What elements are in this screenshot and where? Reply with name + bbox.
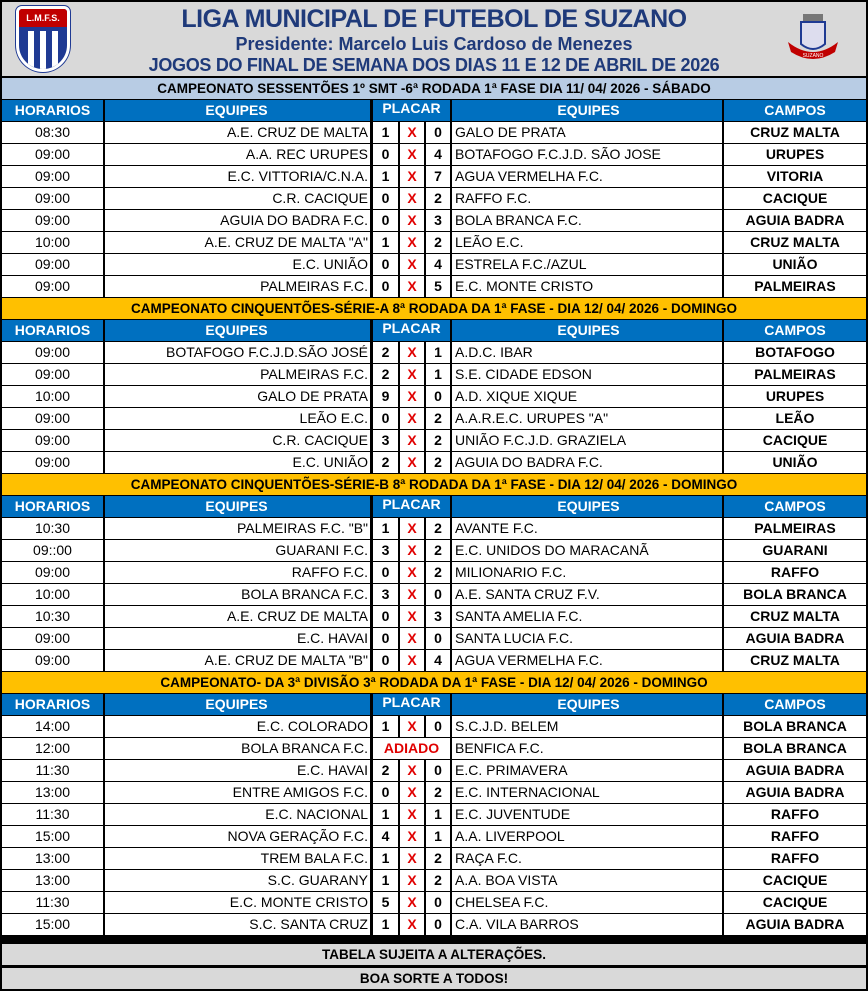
home-score: 3 — [373, 584, 398, 605]
vs-mark: X — [400, 518, 424, 539]
header-equipes-home: EQUIPES — [105, 100, 370, 121]
home-score: 3 — [373, 540, 398, 561]
column-header-row — [0, 320, 868, 341]
away-score: 1 — [426, 342, 450, 363]
match-time: 09:00 — [2, 276, 103, 297]
home-team: LEÃO E.C. — [105, 408, 370, 429]
away-score: 5 — [426, 276, 450, 297]
vs-mark: X — [400, 540, 424, 561]
field-name: CACIQUE — [724, 188, 866, 209]
match-time: 08:30 — [2, 122, 103, 143]
away-team: AVANTE F.C. — [452, 518, 722, 539]
away-team: GALO DE PRATA — [452, 122, 722, 143]
header-campos: CAMPOS — [724, 100, 866, 121]
field-name: RAFFO — [724, 826, 866, 847]
match-row — [0, 870, 868, 891]
field-name: RAFFO — [724, 562, 866, 583]
header-horarios: HORARIOS — [2, 496, 103, 517]
away-team: ESTRELA F.C./AZUL — [452, 254, 722, 275]
away-score: 2 — [426, 232, 450, 253]
home-score: 3 — [373, 430, 398, 451]
page-title: LIGA MUNICIPAL DE FUTEBOL DE SUZANO — [181, 5, 687, 33]
home-team: GUARANI F.C. — [105, 540, 370, 561]
vs-mark: X — [400, 892, 424, 913]
away-score: 0 — [426, 892, 450, 913]
match-row — [0, 892, 868, 913]
header-equipes-home: EQUIPES — [105, 320, 370, 341]
away-team: UNIÃO F.C.J.D. GRAZIELA — [452, 430, 722, 451]
field-name: BOTAFOGO — [724, 342, 866, 363]
vs-mark: X — [400, 122, 424, 143]
match-row — [0, 804, 868, 825]
match-row — [0, 606, 868, 627]
home-score: 1 — [373, 870, 398, 891]
match-row — [0, 386, 868, 407]
away-score: 7 — [426, 166, 450, 187]
field-name: CACIQUE — [724, 892, 866, 913]
vs-mark: X — [400, 914, 424, 935]
home-team: TREM BALA F.C. — [105, 848, 370, 869]
away-team: A.A.R.E.C. URUPES "A" — [452, 408, 722, 429]
home-team: BOTAFOGO F.C.J.D.SÃO JOSÉ — [105, 342, 370, 363]
field-name: CRUZ MALTA — [724, 232, 866, 253]
vs-mark: X — [400, 650, 424, 671]
away-team: RAFFO F.C. — [452, 188, 722, 209]
header-equipes-away: EQUIPES — [452, 320, 722, 341]
field-name: UNIÃO — [724, 452, 866, 473]
match-row — [0, 826, 868, 847]
match-time: 09:00 — [2, 210, 103, 231]
home-team: A.A. REC URUPES — [105, 144, 370, 165]
vs-mark: X — [400, 782, 424, 803]
away-score: 4 — [426, 650, 450, 671]
home-score: 0 — [373, 408, 398, 429]
home-team: NOVA GERAÇÃO F.C. — [105, 826, 370, 847]
match-time: 10:00 — [2, 386, 103, 407]
match-row — [0, 276, 868, 297]
vs-mark: X — [400, 804, 424, 825]
home-score: 0 — [373, 276, 398, 297]
away-team: E.C. INTERNACIONAL — [452, 782, 722, 803]
vs-mark: X — [400, 210, 424, 231]
field-name: RAFFO — [724, 804, 866, 825]
match-row — [0, 584, 868, 605]
header-placar: PLACAR — [373, 694, 450, 715]
away-team: A.A. LIVERPOOL — [452, 826, 722, 847]
header-placar: PLACAR — [373, 100, 450, 121]
match-time: 15:00 — [2, 914, 103, 935]
field-name: AGUIA BADRA — [724, 628, 866, 649]
home-team: A.E. CRUZ DE MALTA — [105, 606, 370, 627]
away-score: 3 — [426, 210, 450, 231]
postponed-label: ADIADO — [373, 738, 450, 759]
match-time: 09:00 — [2, 452, 103, 473]
away-team: A.D. XIQUE XIQUE — [452, 386, 722, 407]
field-name: URUPES — [724, 144, 866, 165]
away-score: 0 — [426, 760, 450, 781]
away-team: RAÇA F.C. — [452, 848, 722, 869]
match-row — [0, 650, 868, 671]
match-time: 09:00 — [2, 188, 103, 209]
match-time: 09:00 — [2, 254, 103, 275]
match-row — [0, 848, 868, 869]
home-score: 0 — [373, 782, 398, 803]
match-row — [0, 914, 868, 935]
match-time: 12:00 — [2, 738, 103, 759]
away-team: A.E. SANTA CRUZ F.V. — [452, 584, 722, 605]
away-score: 2 — [426, 848, 450, 869]
field-name: CRUZ MALTA — [724, 122, 866, 143]
home-team: E.C. VITTORIA/C.N.A. — [105, 166, 370, 187]
column-header-row — [0, 496, 868, 517]
home-score: 1 — [373, 232, 398, 253]
home-score: 4 — [373, 826, 398, 847]
match-row — [0, 738, 868, 759]
match-row — [0, 540, 868, 561]
away-score: 2 — [426, 562, 450, 583]
home-score: 2 — [373, 452, 398, 473]
section-title: CAMPEONATO SESSENTÕES 1º SMT -6ª RODADA 1ª FASE DIA 11/ 04/ 2026 - SÁBADO — [2, 78, 866, 99]
match-time: 10:30 — [2, 606, 103, 627]
away-team: AGUA VERMELHA F.C. — [452, 166, 722, 187]
home-team: RAFFO F.C. — [105, 562, 370, 583]
away-team: C.A. VILA BARROS — [452, 914, 722, 935]
vs-mark: X — [400, 254, 424, 275]
away-score: 2 — [426, 452, 450, 473]
section-title: CAMPEONATO CINQUENTÕES-SÉRIE-B 8ª RODADA DA 1ª FASE - DIA 12/ 04/ 2026 - DOMINGO — [2, 474, 866, 495]
away-score: 1 — [426, 364, 450, 385]
header-equipes-away: EQUIPES — [452, 100, 722, 121]
home-team: A.E. CRUZ DE MALTA — [105, 122, 370, 143]
vs-mark: X — [400, 826, 424, 847]
home-score: 1 — [373, 716, 398, 737]
field-name: PALMEIRAS — [724, 276, 866, 297]
vs-mark: X — [400, 760, 424, 781]
away-score: 2 — [426, 518, 450, 539]
field-name: AGUIA BADRA — [724, 782, 866, 803]
match-row — [0, 628, 868, 649]
field-name: PALMEIRAS — [724, 518, 866, 539]
column-header-row — [0, 694, 868, 715]
home-team: C.R. CACIQUE — [105, 430, 370, 451]
match-row — [0, 144, 868, 165]
away-score: 2 — [426, 408, 450, 429]
home-team: S.C. SANTA CRUZ — [105, 914, 370, 935]
vs-mark: X — [400, 452, 424, 473]
svg-text:SUZANO: SUZANO — [802, 53, 824, 59]
home-team: BOLA BRANCA F.C. — [105, 738, 370, 759]
match-row — [0, 782, 868, 803]
away-score: 2 — [426, 188, 450, 209]
away-score: 0 — [426, 914, 450, 935]
away-score: 3 — [426, 606, 450, 627]
header-equipes-away: EQUIPES — [452, 496, 722, 517]
home-score: 0 — [373, 210, 398, 231]
away-team: E.C. UNIDOS DO MARACANÃ — [452, 540, 722, 561]
match-row — [0, 210, 868, 231]
field-name: VITORIA — [724, 166, 866, 187]
home-score: 5 — [373, 892, 398, 913]
match-row — [0, 342, 868, 363]
home-score: 0 — [373, 628, 398, 649]
match-time: 09:00 — [2, 562, 103, 583]
away-team: AGUIA DO BADRA F.C. — [452, 452, 722, 473]
home-score: 1 — [373, 848, 398, 869]
vs-mark: X — [400, 628, 424, 649]
header-equipes-home: EQUIPES — [105, 496, 370, 517]
away-team: SANTA AMELIA F.C. — [452, 606, 722, 627]
home-team: E.C. COLORADO — [105, 716, 370, 737]
vs-mark: X — [400, 430, 424, 451]
away-team: E.C. MONTE CRISTO — [452, 276, 722, 297]
away-score: 4 — [426, 254, 450, 275]
vs-mark: X — [400, 716, 424, 737]
vs-mark: X — [400, 276, 424, 297]
away-score: 0 — [426, 122, 450, 143]
away-team: BENFICA F.C. — [452, 738, 722, 759]
page-header — [2, 2, 866, 76]
vs-mark: X — [400, 584, 424, 605]
match-time: 09:00 — [2, 408, 103, 429]
vs-mark: X — [400, 562, 424, 583]
away-team: AGUA VERMELHA F.C. — [452, 650, 722, 671]
away-team: A.A. BOA VISTA — [452, 870, 722, 891]
field-name: BOLA BRANCA — [724, 716, 866, 737]
home-team: PALMEIRAS F.C. "B" — [105, 518, 370, 539]
match-time: 09:00 — [2, 144, 103, 165]
field-name: BOLA BRANCA — [724, 738, 866, 759]
match-time: 09:00 — [2, 628, 103, 649]
field-name: AGUIA BADRA — [724, 210, 866, 231]
match-time: 09:00 — [2, 342, 103, 363]
header-campos: CAMPOS — [724, 496, 866, 517]
match-time: 10:00 — [2, 584, 103, 605]
match-row — [0, 562, 868, 583]
match-time: 10:30 — [2, 518, 103, 539]
footer-note: TABELA SUJEITA A ALTERAÇÕES. — [2, 944, 866, 965]
header-placar: PLACAR — [373, 496, 450, 517]
home-team: S.C. GUARANY — [105, 870, 370, 891]
home-score: 2 — [373, 342, 398, 363]
away-team: BOTAFOGO F.C.J.D. SÃO JOSE — [452, 144, 722, 165]
away-team: SANTA LUCIA F.C. — [452, 628, 722, 649]
vs-mark: X — [400, 848, 424, 869]
home-team: E.C. HAVAI — [105, 628, 370, 649]
header-equipes-away: EQUIPES — [452, 694, 722, 715]
field-name: CRUZ MALTA — [724, 606, 866, 627]
away-score: 0 — [426, 716, 450, 737]
home-team: E.C. NACIONAL — [105, 804, 370, 825]
match-row — [0, 232, 868, 253]
home-team: E.C. UNIÃO — [105, 452, 370, 473]
field-name: LEÃO — [724, 408, 866, 429]
home-team: C.R. CACIQUE — [105, 188, 370, 209]
match-row — [0, 364, 868, 385]
match-time: 13:00 — [2, 870, 103, 891]
home-score: 0 — [373, 562, 398, 583]
match-time: 14:00 — [2, 716, 103, 737]
president: Presidente: Marcelo Luis Cardoso de Menezes — [235, 34, 633, 54]
logo-text: L.M.F.S. — [19, 9, 67, 27]
home-team: AGUIA DO BADRA F.C. — [105, 210, 370, 231]
match-time: 09::00 — [2, 540, 103, 561]
away-team: LEÃO E.C. — [452, 232, 722, 253]
home-score: 0 — [373, 650, 398, 671]
field-name: BOLA BRANCA — [724, 584, 866, 605]
match-time: 11:30 — [2, 804, 103, 825]
field-name: CRUZ MALTA — [724, 650, 866, 671]
away-score: 4 — [426, 144, 450, 165]
home-score: 0 — [373, 606, 398, 627]
match-time: 13:00 — [2, 848, 103, 869]
home-score: 1 — [373, 122, 398, 143]
home-team: E.C. UNIÃO — [105, 254, 370, 275]
away-score: 1 — [426, 826, 450, 847]
field-name: AGUIA BADRA — [724, 760, 866, 781]
match-time: 15:00 — [2, 826, 103, 847]
home-score: 2 — [373, 364, 398, 385]
match-row — [0, 716, 868, 737]
vs-mark: X — [400, 166, 424, 187]
away-score: 2 — [426, 782, 450, 803]
header-horarios: HORARIOS — [2, 320, 103, 341]
home-team: E.C. MONTE CRISTO — [105, 892, 370, 913]
vs-mark: X — [400, 144, 424, 165]
field-name: URUPES — [724, 386, 866, 407]
vs-mark: X — [400, 606, 424, 627]
field-name: UNIÃO — [724, 254, 866, 275]
header-horarios: HORARIOS — [2, 100, 103, 121]
match-time: 11:30 — [2, 892, 103, 913]
away-team: BOLA BRANCA F.C. — [452, 210, 722, 231]
header-placar: PLACAR — [373, 320, 450, 341]
header-horarios: HORARIOS — [2, 694, 103, 715]
away-team: MILIONARIO F.C. — [452, 562, 722, 583]
match-row — [0, 452, 868, 473]
vs-mark: X — [400, 870, 424, 891]
away-team: A.D.C. IBAR — [452, 342, 722, 363]
home-score: 1 — [373, 804, 398, 825]
home-team: BOLA BRANCA F.C. — [105, 584, 370, 605]
match-time: 09:00 — [2, 650, 103, 671]
home-score: 0 — [373, 254, 398, 275]
match-time: 09:00 — [2, 430, 103, 451]
match-row — [0, 430, 868, 451]
home-team: ENTRE AMIGOS F.C. — [105, 782, 370, 803]
suzano-crest-icon — [784, 12, 842, 64]
home-score: 1 — [373, 166, 398, 187]
section-title: CAMPEONATO- DA 3ª DIVISÃO 3ª RODADA DA 1ª FASE - DIA 12/ 04/ 2026 - DOMINGO — [2, 672, 866, 693]
home-team: A.E. CRUZ DE MALTA "A" — [105, 232, 370, 253]
home-score: 2 — [373, 760, 398, 781]
vs-mark: X — [400, 386, 424, 407]
header-equipes-home: EQUIPES — [105, 694, 370, 715]
field-name: CACIQUE — [724, 870, 866, 891]
match-row — [0, 122, 868, 143]
match-time: 09:00 — [2, 166, 103, 187]
away-score: 0 — [426, 584, 450, 605]
away-score: 0 — [426, 386, 450, 407]
column-header-row — [0, 100, 868, 121]
field-name: AGUIA BADRA — [724, 914, 866, 935]
match-row — [0, 408, 868, 429]
home-team: A.E. CRUZ DE MALTA "B" — [105, 650, 370, 671]
away-team: S.C.J.D. BELEM — [452, 716, 722, 737]
home-score: 1 — [373, 914, 398, 935]
away-team: S.E. CIDADE EDSON — [452, 364, 722, 385]
match-row — [0, 188, 868, 209]
home-team: E.C. HAVAI — [105, 760, 370, 781]
match-row — [0, 518, 868, 539]
vs-mark: X — [400, 188, 424, 209]
home-team: PALMEIRAS F.C. — [105, 364, 370, 385]
away-team: E.C. PRIMAVERA — [452, 760, 722, 781]
field-name: CACIQUE — [724, 430, 866, 451]
home-team: PALMEIRAS F.C. — [105, 276, 370, 297]
section-title: CAMPEONATO CINQUENTÕES-SÉRIE-A 8ª RODADA DA 1ª FASE - DIA 12/ 04/ 2026 - DOMINGO — [2, 298, 866, 319]
footer-note: BOA SORTE A TODOS! — [2, 968, 866, 989]
header-campos: CAMPOS — [724, 694, 866, 715]
away-score: 2 — [426, 540, 450, 561]
field-name: RAFFO — [724, 848, 866, 869]
home-score: 0 — [373, 188, 398, 209]
vs-mark: X — [400, 342, 424, 363]
away-score: 2 — [426, 430, 450, 451]
match-row — [0, 166, 868, 187]
field-name: PALMEIRAS — [724, 364, 866, 385]
away-score: 2 — [426, 870, 450, 891]
match-time: 13:00 — [2, 782, 103, 803]
header-campos: CAMPOS — [724, 320, 866, 341]
match-row — [0, 760, 868, 781]
subtitle: JOGOS DO FINAL DE SEMANA DOS DIAS 11 E 12 DE ABRIL DE 2026 — [148, 55, 720, 75]
away-score: 1 — [426, 804, 450, 825]
away-score: 0 — [426, 628, 450, 649]
vs-mark: X — [400, 364, 424, 385]
vs-mark: X — [400, 232, 424, 253]
home-score: 0 — [373, 144, 398, 165]
field-name: GUARANI — [724, 540, 866, 561]
match-time: 11:30 — [2, 760, 103, 781]
match-row — [0, 254, 868, 275]
home-score: 1 — [373, 518, 398, 539]
match-time: 10:00 — [2, 232, 103, 253]
away-team: CHELSEA F.C. — [452, 892, 722, 913]
vs-mark: X — [400, 408, 424, 429]
away-team: E.C. JUVENTUDE — [452, 804, 722, 825]
home-score: 9 — [373, 386, 398, 407]
home-team: GALO DE PRATA — [105, 386, 370, 407]
match-time: 09:00 — [2, 364, 103, 385]
